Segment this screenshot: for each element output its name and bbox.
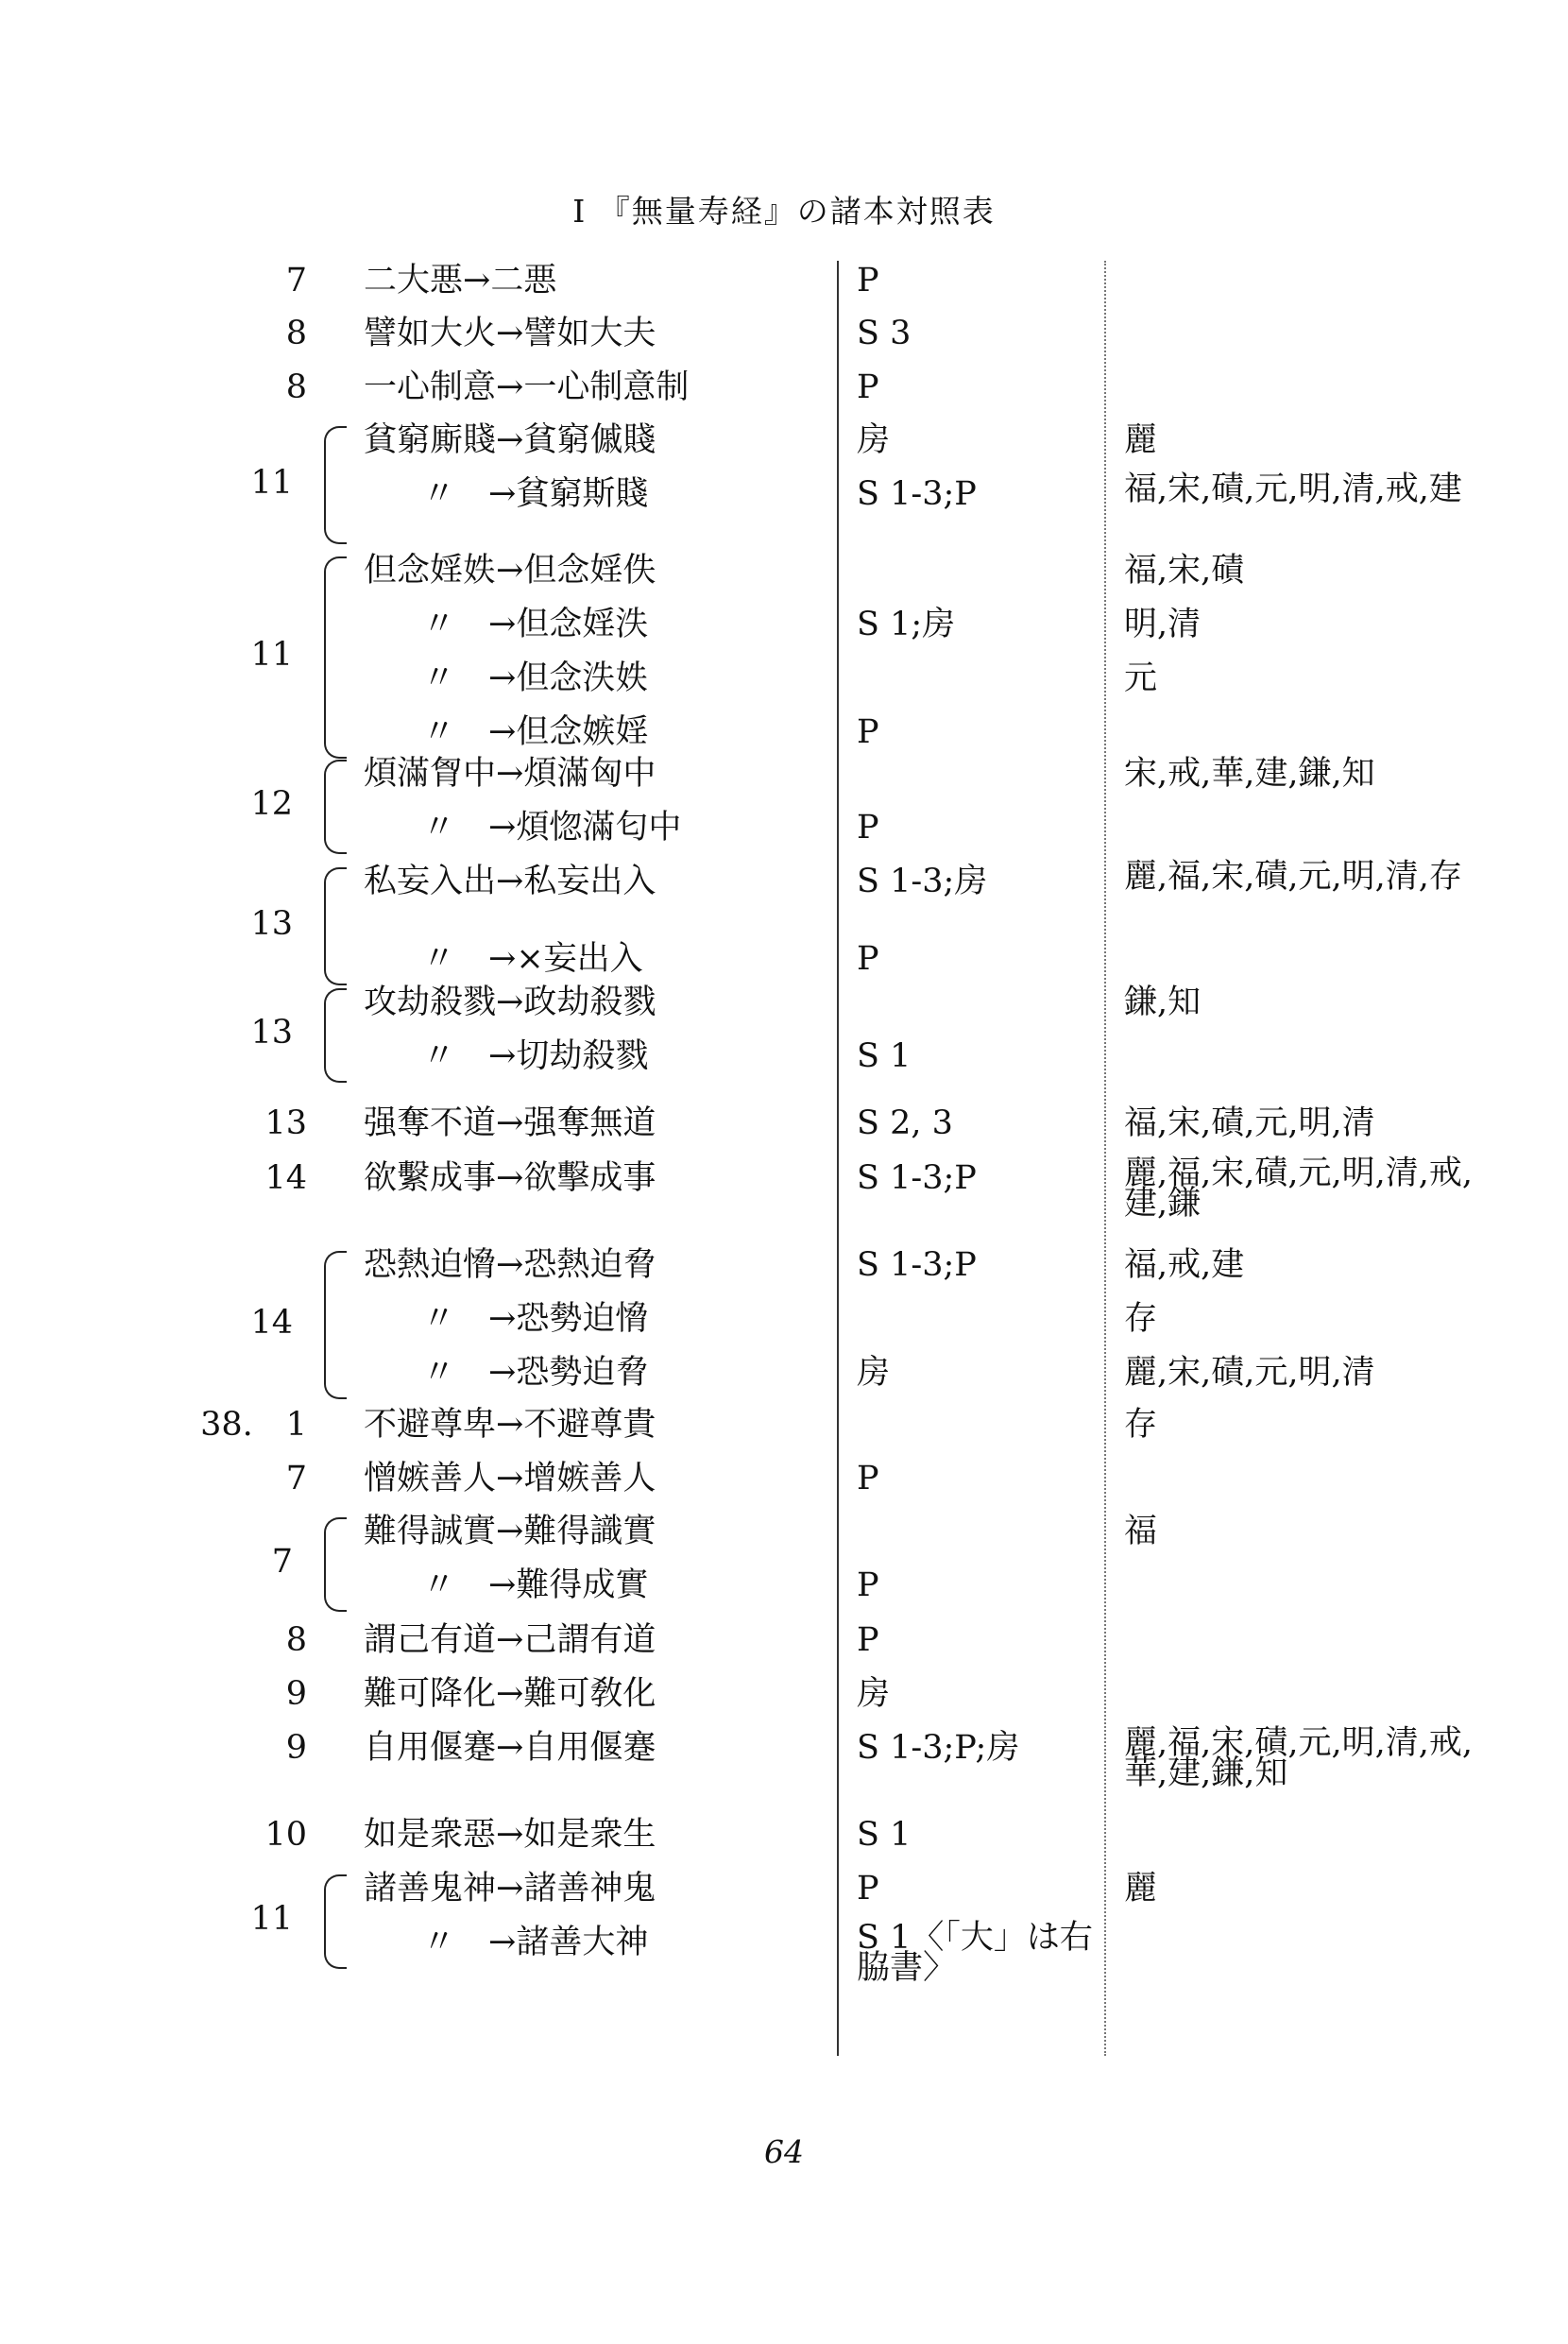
variant-reading: 譬如大火→譬如大夫 xyxy=(364,315,656,352)
variant-reading: 强奪不道→强奪無道 xyxy=(364,1104,656,1142)
edition-sources: 麗,福,宋,磧,元,明,清,戒,建,鎌 xyxy=(1124,1155,1474,1223)
group-brace xyxy=(324,1517,347,1612)
verse-number: 7 xyxy=(285,1460,307,1497)
group-brace xyxy=(324,426,347,544)
manuscript-sources: S 3 xyxy=(857,315,912,352)
group-brace xyxy=(324,867,347,985)
verse-number: 12 xyxy=(250,785,293,823)
variant-reading: 〃 →但念嫉婬 xyxy=(422,713,649,751)
verse-number: 8 xyxy=(285,1621,307,1659)
variant-reading: 一心制意→一心制意制 xyxy=(364,368,690,406)
verse-number: 9 xyxy=(285,1729,307,1767)
manuscript-sources: S 1-3;P xyxy=(857,1159,977,1197)
manuscript-sources: P xyxy=(857,1870,879,1908)
verse-number: 8 xyxy=(285,368,307,406)
edition-sources: 福,宋,磧 xyxy=(1124,552,1245,590)
variant-reading: 貧窮廝賤→貧窮傶賤 xyxy=(364,421,656,459)
variant-reading: 自用偃蹇→自用偃蹇 xyxy=(364,1729,656,1767)
edition-sources: 宋,戒,華,建,鎌,知 xyxy=(1124,755,1375,793)
variant-reading: 〃 →恐勢迫愶 xyxy=(422,1300,649,1338)
edition-sources: 存 xyxy=(1124,1300,1158,1338)
variant-reading: 難得誠實→難得識實 xyxy=(364,1513,656,1550)
verse-number: 14 xyxy=(250,1303,293,1342)
variant-reading: 〃 →貧窮斯賤 xyxy=(422,475,649,513)
variant-reading: 〃 →恐勢迫脅 xyxy=(422,1354,649,1392)
variant-reading: 二大悪→二悪 xyxy=(364,262,557,299)
manuscript-sources: P xyxy=(857,1566,879,1604)
variant-reading: 〃 →難得成實 xyxy=(422,1566,649,1604)
group-brace xyxy=(324,760,347,854)
variant-reading: 諸善鬼神→諸善神鬼 xyxy=(364,1870,656,1908)
manuscript-sources: P xyxy=(857,713,879,751)
manuscript-sources: P xyxy=(857,1621,879,1659)
verse-number: 11 xyxy=(250,636,293,674)
edition-sources: 福,戒,建 xyxy=(1124,1246,1245,1284)
edition-sources: 麗,宋,磧,元,明,清 xyxy=(1124,1354,1375,1392)
manuscript-sources: 房 xyxy=(857,421,891,459)
edition-sources: 存 xyxy=(1124,1406,1158,1444)
manuscript-sources: S 1 xyxy=(857,1816,912,1854)
verse-number: 7 xyxy=(285,262,307,299)
edition-sources: 元 xyxy=(1124,659,1158,697)
manuscript-sources: P xyxy=(857,1460,879,1497)
edition-sources: 麗 xyxy=(1124,421,1158,459)
variant-reading: 〃 →×妄出入 xyxy=(422,940,643,978)
manuscript-sources: S 1;房 xyxy=(857,606,956,643)
variant-reading: 〃 →但念婬泆 xyxy=(422,606,649,643)
edition-sources: 明,清 xyxy=(1124,606,1202,643)
edition-sources: 麗 xyxy=(1124,1870,1158,1908)
verse-number: 7 xyxy=(271,1543,293,1581)
manuscript-sources: 房 xyxy=(857,1675,891,1713)
variant-reading: 難可降化→難可敎化 xyxy=(364,1675,656,1713)
group-brace xyxy=(324,1874,347,1969)
group-brace xyxy=(324,988,347,1083)
column-divider-editions xyxy=(1104,261,1106,2056)
manuscript-sources: 房 xyxy=(857,1354,891,1392)
verse-number: 11 xyxy=(250,463,293,502)
variant-reading: 〃 →切劫殺戮 xyxy=(422,1037,649,1075)
column-divider-manuscripts xyxy=(837,261,839,2056)
edition-sources: 鎌,知 xyxy=(1124,984,1202,1021)
variant-reading: 不避尊卑→不避尊貴 xyxy=(364,1406,656,1444)
variant-reading: 攻劫殺戮→政劫殺戮 xyxy=(364,984,656,1021)
manuscript-sources: P xyxy=(857,262,879,299)
verse-number: 13 xyxy=(250,904,293,943)
variant-reading: 恐熱迫愶→恐熱迫脅 xyxy=(364,1246,656,1284)
manuscript-sources: P xyxy=(857,368,879,406)
group-brace xyxy=(324,1251,347,1399)
verse-number: 38. 1 xyxy=(200,1406,307,1444)
manuscript-sources: S 1〈「大」は右脇書〉 xyxy=(857,1919,1093,1987)
manuscript-sources: P xyxy=(857,940,879,978)
manuscript-sources: S 1-3;房 xyxy=(857,863,988,900)
edition-sources: 麗,福,宋,磧,元,明,清,戒,華,建,鎌,知 xyxy=(1124,1724,1474,1792)
variant-reading: 謂己有道→己謂有道 xyxy=(364,1621,656,1659)
edition-sources: 福,宋,磧,元,明,清,戒,建 xyxy=(1124,471,1462,508)
manuscript-sources: S 1 xyxy=(857,1037,912,1075)
variant-reading: 但念婬妷→但念婬佚 xyxy=(364,552,656,590)
manuscript-sources: S 1-3;P xyxy=(857,1246,977,1284)
variant-reading: 煩滿胷中→煩滿匈中 xyxy=(364,755,656,793)
page-title: I 『無量寿経』の諸本対照表 xyxy=(572,193,996,230)
verse-number: 13 xyxy=(250,1014,293,1052)
variant-reading: 如是衆惡→如是衆生 xyxy=(364,1816,656,1854)
variant-reading: 〃 →煩惚滿匂中 xyxy=(422,809,682,847)
page-number: 64 xyxy=(764,2133,804,2170)
verse-number: 8 xyxy=(285,315,307,352)
group-brace xyxy=(324,556,347,759)
variant-reading: 私妄入出→私妄出入 xyxy=(364,863,656,900)
manuscript-sources: S 1-3;P;房 xyxy=(857,1729,1020,1767)
variant-reading: 欲繫成事→欲擊成事 xyxy=(364,1159,656,1197)
variant-reading: 憎嫉善人→增嫉善人 xyxy=(364,1460,656,1497)
variant-reading: 〃 →諸善大神 xyxy=(422,1924,649,1961)
verse-number: 10 xyxy=(264,1816,307,1854)
manuscript-sources: P xyxy=(857,809,879,847)
variant-reading: 〃 →但念泆妷 xyxy=(422,659,649,697)
verse-number: 9 xyxy=(285,1675,307,1713)
edition-sources: 福 xyxy=(1124,1513,1158,1550)
verse-number: 11 xyxy=(250,1900,293,1938)
manuscript-sources: S 2, 3 xyxy=(857,1104,953,1142)
verse-number: 14 xyxy=(264,1159,307,1197)
manuscript-sources: S 1-3;P xyxy=(857,475,977,513)
edition-sources: 麗,福,宋,磧,元,明,清,存 xyxy=(1124,858,1462,896)
edition-sources: 福,宋,磧,元,明,清 xyxy=(1124,1104,1375,1142)
verse-number: 13 xyxy=(264,1104,307,1142)
